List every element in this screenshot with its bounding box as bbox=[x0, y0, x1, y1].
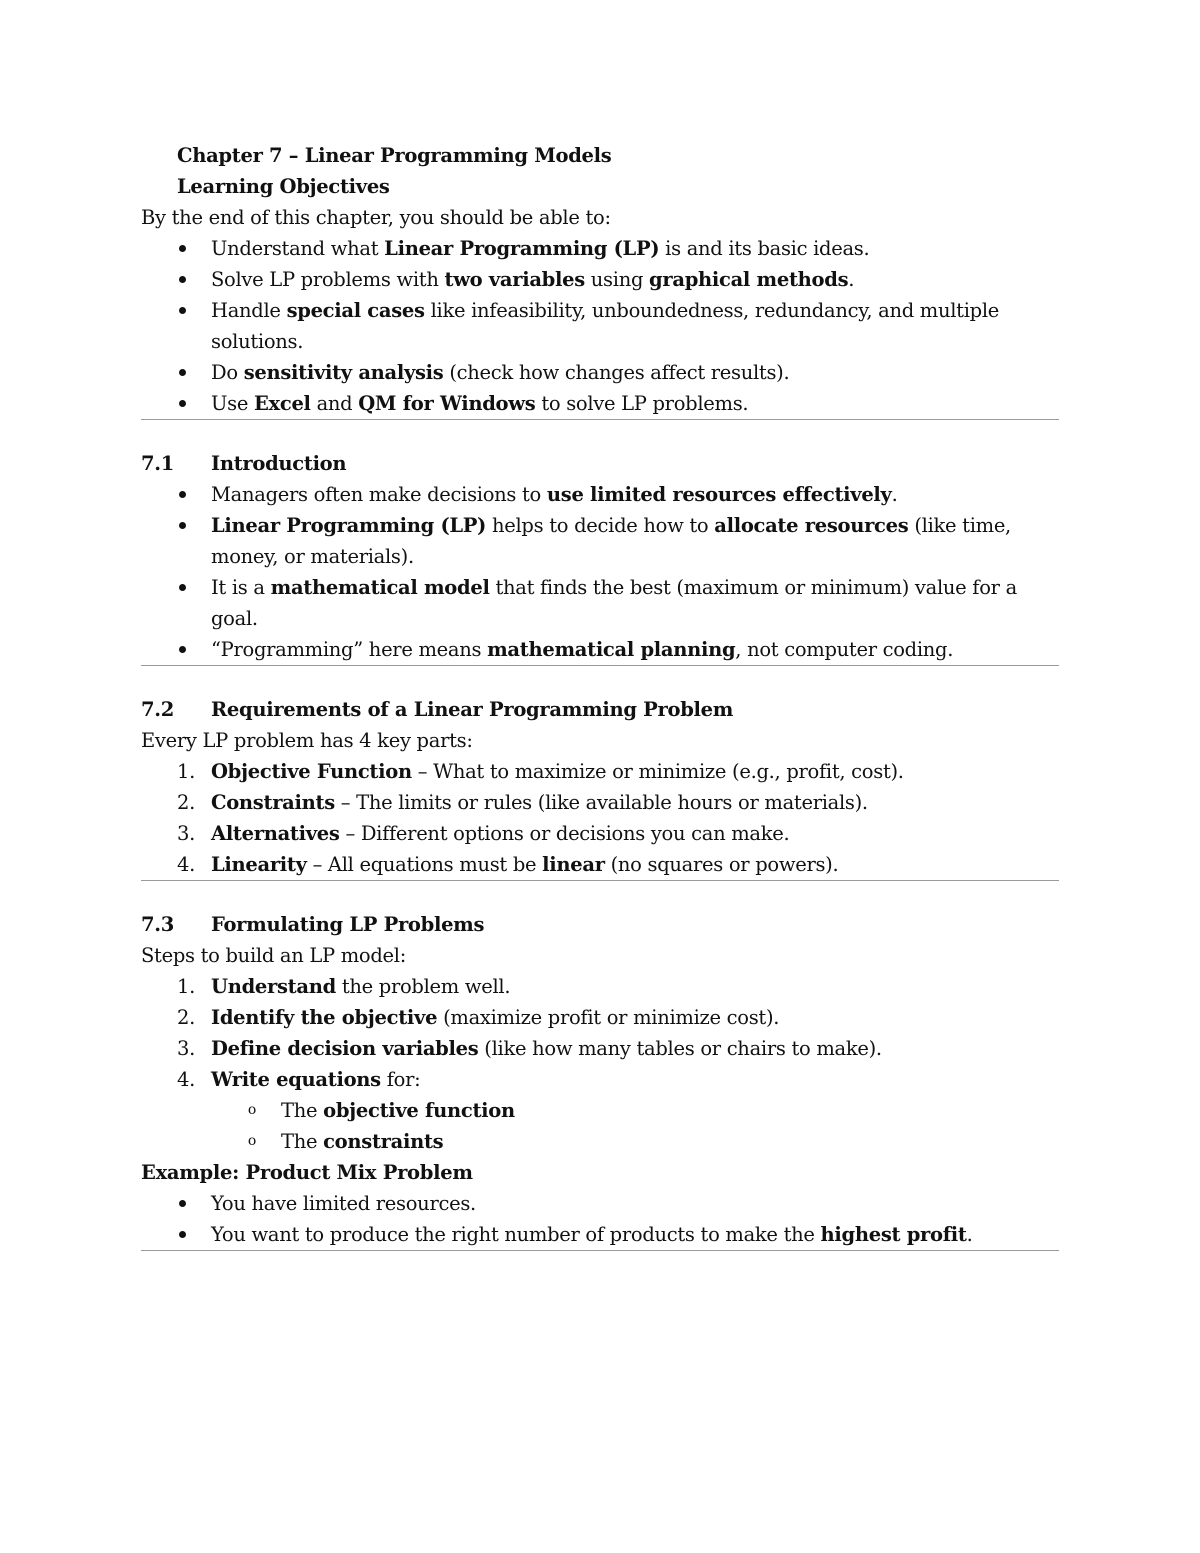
bold-run: Excel bbox=[253, 392, 311, 415]
text-run: Handle bbox=[211, 299, 287, 322]
text-run: . bbox=[891, 483, 898, 506]
text-run: The bbox=[281, 1130, 324, 1153]
chapter-title: Chapter 7 – Linear Programming Models bbox=[177, 144, 612, 167]
bold-run: constraints bbox=[323, 1130, 444, 1153]
bold-run: Linear Programming (LP) bbox=[384, 237, 660, 260]
list-number: 4. bbox=[176, 853, 195, 876]
text-run: It is a bbox=[211, 576, 271, 599]
bold-run: sensitivity analysis bbox=[243, 361, 444, 384]
bold-run: graphical methods bbox=[649, 268, 849, 291]
section-divider bbox=[141, 1250, 1059, 1251]
bullet-icon bbox=[171, 510, 193, 541]
example-list bbox=[141, 1188, 1059, 1250]
list-item bbox=[141, 1188, 1059, 1219]
section-divider bbox=[141, 665, 1059, 666]
text-run: like infeasibility, unboundedness, redundancy, and multiple solutions. bbox=[211, 299, 1000, 353]
list-item bbox=[141, 756, 1059, 787]
text-run: Managers often make decisions to bbox=[211, 483, 547, 506]
list-number: 3. bbox=[176, 822, 195, 845]
text-run: Use bbox=[211, 392, 254, 415]
sub-list-item bbox=[141, 1126, 1059, 1157]
document-page bbox=[141, 140, 1059, 1279]
bullet-icon bbox=[171, 634, 193, 665]
list-number: 2. bbox=[176, 1006, 195, 1029]
text-run: The bbox=[281, 1099, 324, 1122]
bold-run: allocate resources bbox=[714, 514, 909, 537]
bold-run: two variables bbox=[444, 268, 585, 291]
text-run: – The limits or rules (like available hours or materials). bbox=[334, 791, 868, 814]
bold-run: linear bbox=[542, 853, 605, 876]
list-item bbox=[141, 388, 1059, 419]
sub-list-item bbox=[141, 1095, 1059, 1126]
section-heading-7-1 bbox=[141, 448, 1059, 479]
bold-run: Define decision variables bbox=[211, 1037, 479, 1060]
introduction-list bbox=[141, 479, 1059, 665]
bullet-icon bbox=[171, 1188, 193, 1219]
bold-run: Understand bbox=[211, 975, 336, 998]
text-run: You have limited resources. bbox=[211, 1192, 476, 1215]
bold-run: use limited resources effectively bbox=[546, 483, 892, 506]
text-run: to solve LP problems. bbox=[535, 392, 749, 415]
section-number: 7.3 bbox=[141, 913, 175, 936]
list-item bbox=[141, 787, 1059, 818]
objectives-intro: By the end of this chapter, you should be able to: bbox=[141, 206, 611, 229]
section-heading-7-3 bbox=[141, 909, 1059, 940]
bullet-icon bbox=[171, 1219, 193, 1250]
list-item bbox=[141, 1033, 1059, 1064]
bullet-icon bbox=[171, 357, 193, 388]
bold-run: Linear Programming (LP) bbox=[211, 514, 487, 537]
list-number: 2. bbox=[176, 791, 195, 814]
text-run: the problem well. bbox=[335, 975, 511, 998]
text-run: and bbox=[310, 392, 359, 415]
text-run: Solve LP problems with bbox=[211, 268, 445, 291]
formulating-steps-list bbox=[141, 971, 1059, 1095]
list-number: 1. bbox=[176, 975, 195, 998]
circle-bullet-icon: o bbox=[247, 1133, 257, 1149]
section-title: Introduction bbox=[211, 452, 347, 475]
list-item bbox=[141, 357, 1059, 388]
bullet-icon bbox=[171, 572, 193, 603]
list-item bbox=[141, 971, 1059, 1002]
text-run: using bbox=[584, 268, 650, 291]
text-run: for: bbox=[380, 1068, 421, 1091]
objectives-list bbox=[141, 233, 1059, 419]
learning-objectives-heading: Learning Objectives bbox=[177, 175, 390, 198]
text-run: (no squares or powers). bbox=[604, 853, 839, 876]
section-heading-7-2 bbox=[141, 694, 1059, 725]
text-run: , not computer coding. bbox=[735, 638, 954, 661]
list-item bbox=[141, 1002, 1059, 1033]
section-title: Formulating LP Problems bbox=[211, 913, 485, 936]
bold-run: QM for Windows bbox=[358, 392, 536, 415]
text-run: – What to maximize or minimize (e.g., profit, cost). bbox=[411, 760, 904, 783]
bullet-icon bbox=[171, 479, 193, 510]
list-item bbox=[141, 818, 1059, 849]
bold-run: highest profit bbox=[820, 1223, 967, 1246]
list-item bbox=[141, 479, 1059, 510]
text-run: (check how changes affect results). bbox=[443, 361, 790, 384]
bold-run: Linearity bbox=[211, 853, 307, 876]
list-item bbox=[141, 264, 1059, 295]
section-title: Requirements of a Linear Programming Problem bbox=[211, 698, 734, 721]
section-number: 7.1 bbox=[141, 452, 175, 475]
bullet-icon bbox=[171, 264, 193, 295]
text-run: (like how many tables or chairs to make). bbox=[478, 1037, 882, 1060]
bold-run: Constraints bbox=[211, 791, 335, 814]
list-item bbox=[141, 572, 1059, 634]
text-run: . bbox=[966, 1223, 973, 1246]
list-item bbox=[141, 295, 1059, 357]
text-run: (like time, money, or materials). bbox=[211, 514, 1011, 568]
requirements-list bbox=[141, 756, 1059, 880]
text-run: “Programming” here means bbox=[211, 638, 488, 661]
text-run: – Different options or decisions you can make. bbox=[339, 822, 790, 845]
list-number: 3. bbox=[176, 1037, 195, 1060]
list-item bbox=[141, 634, 1059, 665]
text-run: (maximize profit or minimize cost). bbox=[437, 1006, 780, 1029]
text-run: that finds the best (maximum or minimum) value for a goal. bbox=[211, 576, 1017, 630]
list-item bbox=[141, 233, 1059, 264]
bullet-icon bbox=[171, 295, 193, 326]
bold-run: special cases bbox=[286, 299, 425, 322]
bold-run: mathematical planning bbox=[487, 638, 736, 661]
bold-run: mathematical model bbox=[270, 576, 490, 599]
bullet-icon bbox=[171, 233, 193, 264]
text-run: helps to decide how to bbox=[486, 514, 715, 537]
list-item bbox=[141, 1064, 1059, 1095]
bold-run: Write equations bbox=[211, 1068, 381, 1091]
text-run: You want to produce the right number of products to make the bbox=[211, 1223, 821, 1246]
example-title: Example: Product Mix Problem bbox=[141, 1161, 473, 1184]
list-item bbox=[141, 849, 1059, 880]
section-number: 7.2 bbox=[141, 698, 175, 721]
section-divider bbox=[141, 419, 1059, 420]
requirements-intro: Every LP problem has 4 key parts: bbox=[141, 729, 473, 752]
list-number: 4. bbox=[176, 1068, 195, 1091]
section-divider bbox=[141, 880, 1059, 881]
text-run: . bbox=[848, 268, 855, 291]
formulating-intro: Steps to build an LP model: bbox=[141, 944, 407, 967]
bold-run: Alternatives bbox=[211, 822, 340, 845]
text-run: Do bbox=[211, 361, 244, 384]
text-run: – All equations must be bbox=[306, 853, 543, 876]
list-number: 1. bbox=[176, 760, 195, 783]
equations-sublist bbox=[141, 1095, 1059, 1157]
circle-bullet-icon: o bbox=[247, 1102, 257, 1118]
bullet-icon bbox=[171, 388, 193, 419]
bold-run: objective function bbox=[323, 1099, 515, 1122]
bold-run: Objective Function bbox=[211, 760, 412, 783]
list-item bbox=[141, 1219, 1059, 1250]
bold-run: Identify the objective bbox=[211, 1006, 438, 1029]
list-item bbox=[141, 510, 1059, 572]
text-run: Understand what bbox=[211, 237, 385, 260]
text-run: is and its basic ideas. bbox=[659, 237, 870, 260]
